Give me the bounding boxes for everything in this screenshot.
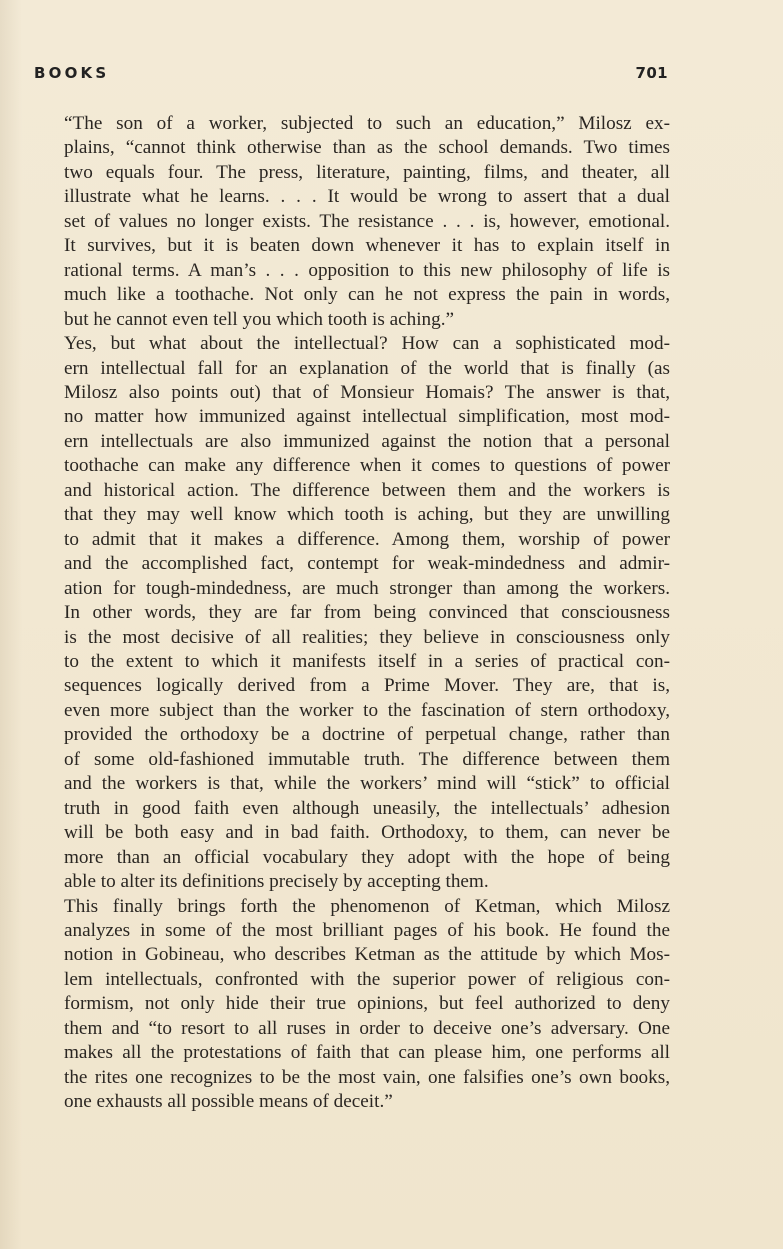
text-line: of some old-fashioned immutable truth. The difference between them	[64, 748, 670, 770]
text-line: is the most decisive of all realities; they believe in consciousness only	[64, 626, 670, 648]
text-line: even more subject than the worker to the fascination of stern orthodoxy,	[64, 699, 670, 721]
text-line: and historical action. The difference between them and the workers is	[64, 479, 670, 501]
text-line: This finally brings forth the phenomenon of Ketman, which Milosz	[64, 895, 670, 917]
text-line: ern intellectual fall for an explanation of the world that is finally (as	[64, 357, 670, 379]
text-line: two equals four. The press, literature, painting, films, and theater, all	[64, 161, 670, 183]
page-number: 701	[635, 64, 668, 82]
text-line: will be both easy and in bad faith. Orthodoxy, to them, can never be	[64, 822, 670, 844]
page-header	[34, 64, 668, 88]
paragraph-1	[34, 112, 670, 332]
text-line: Yes, but what about the intellectual? How can a sophisticated mod-	[64, 333, 670, 355]
text-line: and the workers is that, while the workers’ mind will “stick” to official	[64, 773, 670, 795]
text-line: makes all the protestations of faith that can please him, one performs all	[64, 1042, 670, 1064]
text-line: toothache can make any difference when it comes to questions of power	[64, 455, 670, 477]
text-line: and the accomplished fact, contempt for weak-mindedness and admir-	[64, 553, 670, 575]
text-line: Milosz also points out) that of Monsieur Homais? The answer is that,	[64, 381, 670, 403]
text-line: to the extent to which it manifests itself in a series of practical con-	[64, 650, 670, 672]
text-line: set of values no longer exists. The resistance . . . is, however, emotional.	[64, 210, 670, 232]
text-line: notion in Gobineau, who describes Ketman as the attitude by which Mos-	[64, 944, 670, 966]
text-line: but he cannot even tell you which tooth is aching.”	[64, 308, 455, 330]
text-line: that they may well know which tooth is aching, but they are unwilling	[64, 504, 670, 526]
text-line: sequences logically derived from a Prime Mover. They are, that is,	[64, 675, 670, 697]
body-text	[34, 112, 670, 1115]
text-line: lem intellectuals, confronted with the superior power of religious con-	[64, 968, 670, 990]
paragraph-2	[34, 332, 670, 894]
text-line: able to alter its definitions precisely by accepting them.	[64, 871, 489, 893]
text-line: the rites one recognizes to be the most vain, one falsifies one’s own books,	[64, 1066, 670, 1088]
text-line: them and “to resort to all ruses in order to deceive one’s adversary. One	[64, 1017, 670, 1039]
text-line: more than an official vocabulary they adopt with the hope of being	[64, 846, 670, 868]
text-line: “The son of a worker, subjected to such an education,” Milosz ex-	[64, 113, 670, 134]
text-line: much like a toothache. Not only can he not express the pain in words,	[64, 284, 670, 306]
text-line: truth in good faith even although uneasily, the intellectuals’ adhesion	[64, 797, 670, 819]
text-line: provided the orthodoxy be a doctrine of perpetual change, rather than	[64, 724, 670, 746]
running-head: BOOKS	[34, 64, 110, 82]
text-line: no matter how immunized against intellectual simplification, most mod-	[64, 406, 670, 428]
text-line: one exhausts all possible means of deceit.”	[64, 1091, 393, 1113]
text-line: illustrate what he learns. . . . It would be wrong to assert that a dual	[64, 186, 670, 208]
text-line: In other words, they are far from being convinced that consciousness	[64, 602, 670, 624]
paragraph-3	[34, 895, 670, 1115]
text-line: ern intellectuals are also immunized against the notion that a personal	[64, 430, 670, 452]
text-line: It survives, but it is beaten down whenever it has to explain itself in	[64, 235, 670, 257]
text-line: ation for tough-mindedness, are much stronger than among the workers.	[64, 577, 670, 599]
text-line: to admit that it makes a difference. Among them, worship of power	[64, 528, 670, 550]
text-line: analyzes in some of the most brilliant pages of his book. He found the	[64, 919, 670, 941]
text-line: rational terms. A man’s . . . opposition to this new philosophy of life is	[64, 259, 670, 281]
text-line: plains, “cannot think otherwise than as the school demands. Two times	[64, 137, 670, 159]
text-line: formism, not only hide their true opinions, but feel authorized to deny	[64, 993, 670, 1015]
